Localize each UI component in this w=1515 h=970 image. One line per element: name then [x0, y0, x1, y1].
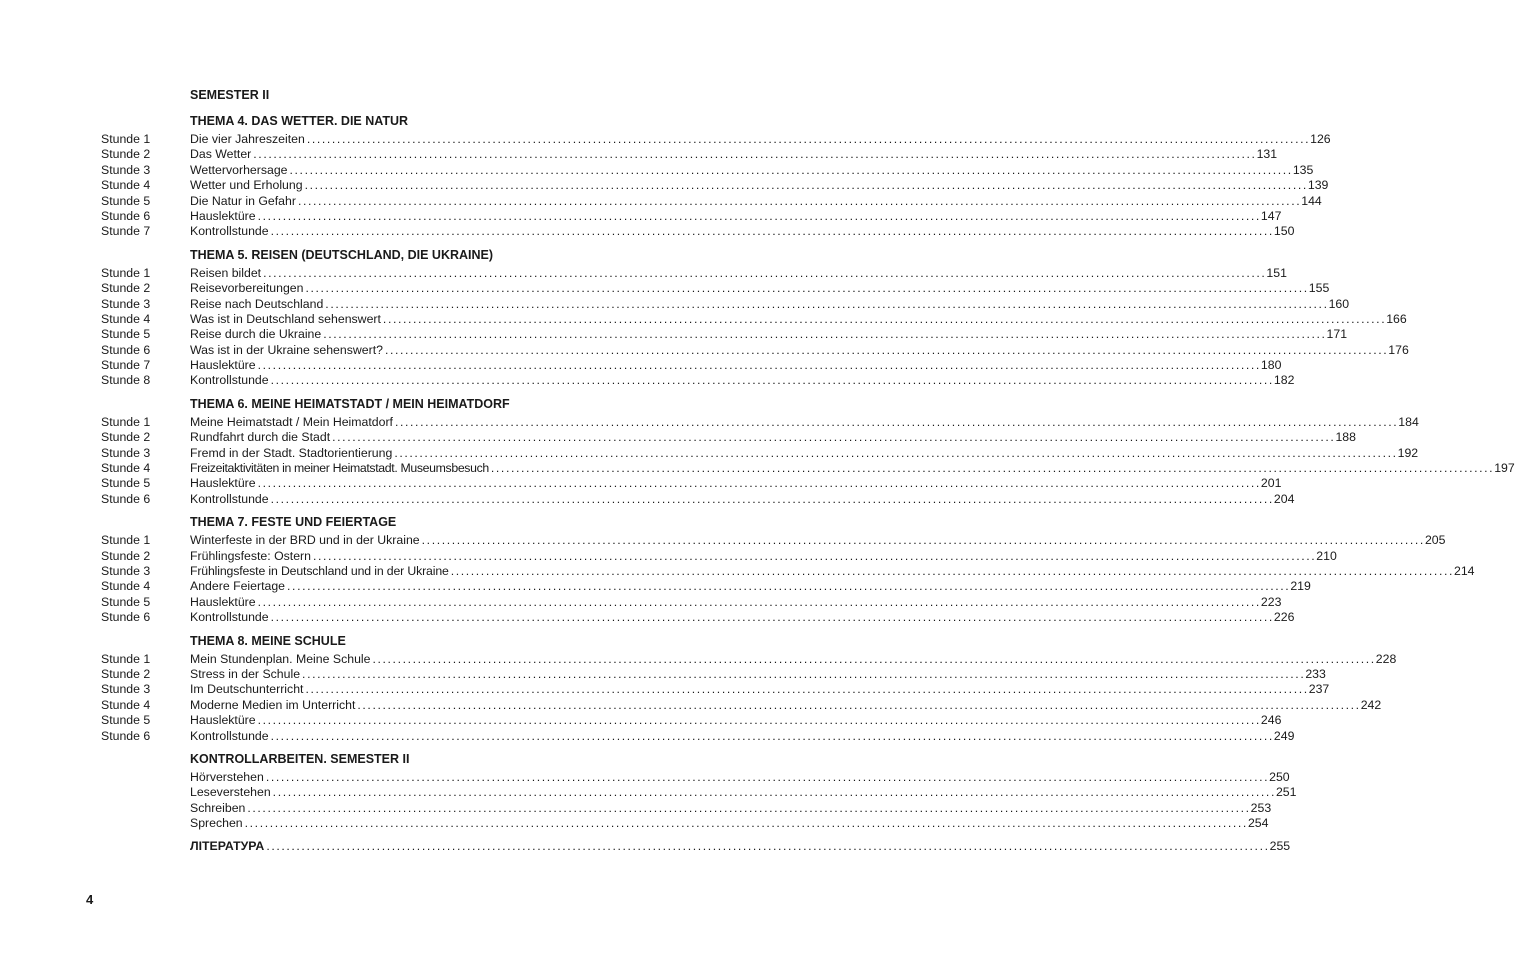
lesson-label: Stunde 3 — [101, 445, 151, 460]
lesson-label: Stunde 5 — [101, 193, 151, 208]
dot-leader: ........................................................................................................................................................................................................ — [265, 769, 1270, 784]
entry-title: Sprechen — [190, 816, 243, 831]
entry-title: Hauslektüre — [190, 713, 256, 728]
entry-title: Moderne Medien im Unterricht — [190, 697, 356, 712]
dot-leader: ........................................................................................................................................................................................................ — [357, 697, 1361, 712]
toc-entry[interactable] — [0, 265, 1287, 281]
entry-title: Fremd in der Stadt. Stadtorientierung — [190, 445, 393, 460]
toc-entry[interactable] — [0, 533, 1446, 548]
entry-page: 228 — [1375, 651, 1397, 666]
toc-entry[interactable] — [0, 327, 1348, 342]
lesson-label: Stunde 4 — [101, 311, 151, 326]
lesson-label: Stunde 2 — [101, 430, 151, 445]
toc-entry[interactable] — [0, 162, 1314, 178]
entry-title: Kontrollstunde — [190, 373, 269, 388]
entry-title: Wetter und Erholung — [190, 178, 303, 193]
entry-page: 226 — [1273, 610, 1295, 625]
dot-leader: ........................................................................................................................................................................................................ — [257, 594, 1261, 609]
toc-entry[interactable] — [0, 666, 1326, 682]
entry-title: Hauslektüre — [190, 476, 256, 491]
toc-entry[interactable] — [0, 713, 1282, 728]
entry-title: Kontrollstunde — [190, 728, 269, 743]
toc-entry[interactable] — [0, 281, 1330, 296]
dot-leader: ........................................................................................................................................................................................................ — [323, 327, 1327, 342]
dot-leader: ........................................................................................................................................................................................................ — [287, 579, 1291, 594]
entry-page: 242 — [1360, 697, 1382, 712]
entry-title: Was ist in der Ukraine sehenswert? — [190, 342, 383, 357]
toc-entry[interactable] — [0, 548, 1337, 564]
toc-entry[interactable] — [0, 342, 1409, 358]
dot-leader: ........................................................................................................................................................................................................ — [372, 651, 1376, 666]
entry-page: 151 — [1266, 265, 1287, 280]
entry-title: Hauslektüre — [190, 208, 256, 223]
entry-page: 210 — [1316, 548, 1337, 563]
entry-page: 223 — [1260, 594, 1282, 609]
dot-leader: ........................................................................................................................................................................................................ — [257, 713, 1261, 728]
toc-entry[interactable] — [0, 430, 1356, 445]
dot-leader: ........................................................................................................................................................................................................ — [394, 414, 1399, 429]
entry-title: Schreiben — [190, 800, 246, 815]
entry-page: 139 — [1307, 178, 1329, 193]
entry-title: Was ist in Deutschland sehenswert — [190, 311, 381, 326]
lesson-label: Stunde 3 — [101, 162, 151, 177]
entry-page: 250 — [1269, 769, 1290, 784]
dot-leader: ........................................................................................................................................................................................................ — [302, 666, 1306, 681]
section-heading: THEMA 4. DAS WETTER. DIE NATUR — [190, 114, 409, 128]
lesson-label: Stunde 5 — [101, 713, 151, 728]
entry-title: Kontrollstunde — [190, 491, 269, 506]
toc-entry[interactable] — [0, 208, 1282, 224]
toc-entry[interactable] — [0, 610, 1295, 625]
lesson-label: Stunde 3 — [101, 296, 151, 311]
dot-leader: ........................................................................................................................................................................................................ — [421, 533, 1425, 548]
entry-title: Kontrollstunde — [190, 610, 269, 625]
entry-page: 253 — [1250, 800, 1272, 815]
entry-title: Freizeitaktivitäten in meiner Heimatstadt. Museumsbesuch — [190, 461, 489, 476]
dot-leader: ........................................................................................................................................................................................................ — [490, 461, 1495, 476]
entry-page: 182 — [1273, 373, 1295, 388]
entry-page: 214 — [1454, 563, 1475, 578]
dot-leader: ........................................................................................................................................................................................................ — [270, 373, 1274, 388]
entry-title: Reisevorbereitungen — [190, 281, 304, 296]
toc-entry[interactable] — [0, 651, 1397, 667]
lesson-label: Stunde 3 — [101, 682, 151, 697]
dot-leader: ........................................................................................................................................................................................................ — [270, 491, 1274, 506]
lesson-label: Stunde 7 — [101, 358, 151, 373]
dot-leader: ........................................................................................................................................................................................................ — [450, 563, 1454, 578]
entry-page: 160 — [1328, 296, 1350, 311]
toc-entry[interactable] — [0, 193, 1322, 209]
page-number: 4 — [86, 892, 94, 907]
dot-leader: ........................................................................................................................................................................................................ — [305, 281, 1309, 296]
entry-page: 201 — [1260, 476, 1282, 491]
entry-title: Frühlingsfeste: Ostern — [190, 548, 311, 563]
entry-page: 204 — [1273, 491, 1295, 506]
toc-entry[interactable] — [0, 800, 1272, 816]
dot-leader: ........................................................................................................................................................................................................ — [257, 358, 1261, 373]
lesson-label: Stunde 1 — [101, 265, 151, 280]
entry-page: 144 — [1301, 193, 1322, 208]
entry-page: 192 — [1397, 445, 1419, 460]
entry-page: 254 — [1247, 816, 1269, 831]
toc-entry[interactable] — [0, 147, 1278, 162]
section-heading: THEMA 6. MEINE HEIMATSTADT / MEIN HEIMATDORF — [190, 396, 510, 411]
section-heading: THEMA 5. REISEN (DEUTSCHLAND, DIE UKRAINE) — [190, 247, 494, 262]
dot-leader: ........................................................................................................................................................................................................ — [394, 445, 1398, 460]
table-of-contents — [0, 86, 1515, 855]
dot-leader: ........................................................................................................................................................................................................ — [263, 265, 1267, 280]
dot-leader: ........................................................................................................................................................................................................ — [266, 839, 1270, 854]
entry-page: 166 — [1386, 311, 1407, 326]
toc-entry[interactable] — [0, 563, 1475, 579]
section-heading: THEMA 7. FESTE UND FEIERTAGE — [190, 515, 397, 530]
lesson-label: Stunde 4 — [101, 461, 151, 476]
toc-entry[interactable] — [0, 358, 1282, 373]
entry-page: 188 — [1335, 430, 1356, 445]
lesson-label: Stunde 1 — [101, 533, 151, 548]
lesson-label: Stunde 2 — [101, 281, 151, 296]
entry-title: Frühlingsfeste in Deutschland und in der Ukraine — [190, 563, 449, 578]
entry-title: Reise durch die Ukraine — [190, 327, 322, 342]
entry-page: 251 — [1275, 785, 1297, 800]
dot-leader: ........................................................................................................................................................................................................ — [384, 342, 1389, 357]
toc-entry[interactable] — [0, 816, 1269, 831]
entry-title: Rundfahrt durch die Stadt — [190, 430, 331, 445]
entry-title: Reise nach Deutschland — [190, 296, 324, 311]
entry-page: 126 — [1310, 132, 1331, 146]
toc-entry[interactable] — [0, 769, 1290, 785]
entry-page: 219 — [1290, 579, 1311, 594]
dot-leader: ........................................................................................................................................................................................................ — [257, 208, 1261, 223]
dot-leader: ........................................................................................................................................................................................................ — [305, 682, 1309, 697]
toc-entry[interactable] — [0, 579, 1311, 594]
dot-leader: ........................................................................................................................................................................................................ — [312, 548, 1317, 563]
lesson-label: Stunde 3 — [101, 563, 151, 578]
dot-leader: ........................................................................................................................................................................................................ — [332, 430, 1336, 445]
toc-entry[interactable] — [0, 414, 1419, 430]
entry-page: 249 — [1273, 728, 1295, 743]
lesson-label: Stunde 6 — [101, 610, 151, 625]
entry-title: Die vier Jahreszeiten — [190, 132, 305, 146]
entry-title: Andere Feiertage — [190, 579, 286, 594]
section-thema-4 — [0, 111, 1331, 240]
toc-entry[interactable] — [0, 311, 1407, 327]
entry-title: Meine Heimatstadt / Mein Heimatdorf — [190, 414, 393, 429]
entry-title: Wettervorhersage — [190, 162, 288, 177]
entry-page: 176 — [1388, 342, 1409, 357]
dot-leader: ........................................................................................................................................................................................................ — [289, 162, 1293, 177]
entry-title: Die Natur in Gefahr — [190, 193, 296, 208]
semester-title: SEMESTER II — [190, 88, 270, 102]
entry-title: Reisen bildet — [190, 265, 262, 280]
lesson-label: Stunde 4 — [101, 579, 151, 594]
lesson-label: Stunde 2 — [101, 548, 151, 563]
entry-page: 135 — [1292, 162, 1314, 177]
lesson-label: Stunde 1 — [101, 414, 151, 429]
entry-title: Kontrollstunde — [190, 224, 269, 239]
entry-page: 246 — [1260, 713, 1282, 728]
dot-leader: ........................................................................................................................................................................................................ — [325, 296, 1329, 311]
entry-title: Hauslektüre — [190, 594, 256, 609]
entry-page: 150 — [1273, 224, 1295, 239]
entry-page: 197 — [1494, 461, 1515, 476]
toc-entry[interactable] — [0, 178, 1329, 193]
entry-page: 147 — [1260, 208, 1282, 223]
dot-leader: ........................................................................................................................................................................................................ — [257, 476, 1261, 491]
entry-title: Leseverstehen — [190, 785, 271, 800]
dot-leader: ........................................................................................................................................................................................................ — [382, 311, 1387, 326]
lesson-label: Stunde 4 — [101, 697, 151, 712]
lesson-label: Stunde 2 — [101, 147, 151, 162]
literature-entry[interactable] — [0, 839, 1291, 854]
lesson-label: Stunde 2 — [101, 666, 151, 681]
entry-page: 233 — [1305, 666, 1326, 681]
lesson-label: Stunde 1 — [101, 651, 151, 666]
literature-page: 255 — [1269, 839, 1291, 854]
lesson-label: Stunde 6 — [101, 208, 151, 223]
dot-leader: ........................................................................................................................................................................................................ — [304, 178, 1308, 193]
dot-leader: ........................................................................................................................................................................................................ — [272, 785, 1276, 800]
dot-leader: ........................................................................................................................................................................................................ — [270, 610, 1274, 625]
toc-entry[interactable] — [0, 682, 1330, 697]
toc-entry[interactable] — [0, 461, 1515, 476]
lesson-label: Stunde 5 — [101, 476, 151, 491]
dot-leader: ........................................................................................................................................................................................................ — [247, 800, 1251, 815]
lesson-label: Stunde 7 — [101, 224, 151, 239]
toc-entry[interactable] — [0, 445, 1419, 461]
dot-leader: ........................................................................................................................................................................................................ — [244, 816, 1248, 831]
dot-leader: ........................................................................................................................................................................................................ — [297, 193, 1302, 208]
section-heading: KONTROLLARBEITEN. SEMESTER II — [190, 751, 410, 766]
dot-leader: ........................................................................................................................................................................................................ — [270, 728, 1274, 743]
lesson-label: Stunde 6 — [101, 491, 151, 506]
entry-title: Das Wetter — [190, 147, 252, 162]
lesson-label: Stunde 1 — [101, 132, 151, 146]
toc-entry[interactable] — [0, 785, 1297, 800]
section-thema-6 — [0, 394, 1515, 507]
literature-title: ЛІТЕРАТУРА — [190, 839, 265, 854]
toc-entry[interactable] — [0, 373, 1295, 388]
section-thema-8 — [0, 631, 1397, 744]
toc-entry[interactable] — [0, 728, 1295, 744]
lesson-label: Stunde 4 — [101, 178, 151, 193]
section-thema-5 — [0, 245, 1409, 389]
toc-entry[interactable] — [0, 594, 1282, 610]
entry-page: 237 — [1308, 682, 1330, 697]
toc-entry[interactable] — [0, 491, 1295, 507]
entry-title: Winterfeste in der BRD und in der Ukraine — [190, 533, 420, 548]
entry-title: Hörverstehen — [190, 769, 264, 784]
entry-page: 184 — [1398, 414, 1419, 429]
entry-title: Mein Stundenplan. Meine Schule — [190, 651, 371, 666]
entry-page: 205 — [1424, 533, 1446, 548]
section-kontrollarbeiten — [0, 749, 1297, 832]
lesson-label: Stunde 5 — [101, 327, 151, 342]
section-heading: THEMA 8. MEINE SCHULE — [190, 633, 346, 648]
toc-entry[interactable] — [0, 476, 1282, 491]
toc-entry[interactable] — [0, 697, 1382, 713]
lesson-label: Stunde 6 — [101, 728, 151, 743]
toc-entry[interactable] — [0, 296, 1350, 312]
lesson-label: Stunde 6 — [101, 342, 151, 357]
toc-entry[interactable] — [0, 224, 1295, 239]
entry-title: Stress in der Schule — [190, 666, 301, 681]
lesson-label: Stunde 5 — [101, 594, 151, 609]
entry-page: 180 — [1260, 358, 1282, 373]
entry-title: Im Deutschunterricht — [190, 682, 304, 697]
toc-entry[interactable] — [0, 132, 1331, 147]
dot-leader: ........................................................................................................................................................................................................ — [253, 147, 1257, 162]
entry-page: 131 — [1256, 147, 1278, 162]
entry-page: 155 — [1308, 281, 1330, 296]
dot-leader: ........................................................................................................................................................................................................ — [306, 132, 1311, 146]
lesson-label: Stunde 8 — [101, 373, 151, 388]
dot-leader: ........................................................................................................................................................................................................ — [270, 224, 1274, 239]
section-thema-7 — [0, 512, 1475, 625]
entry-title: Hauslektüre — [190, 358, 256, 373]
entry-page: 171 — [1326, 327, 1348, 342]
